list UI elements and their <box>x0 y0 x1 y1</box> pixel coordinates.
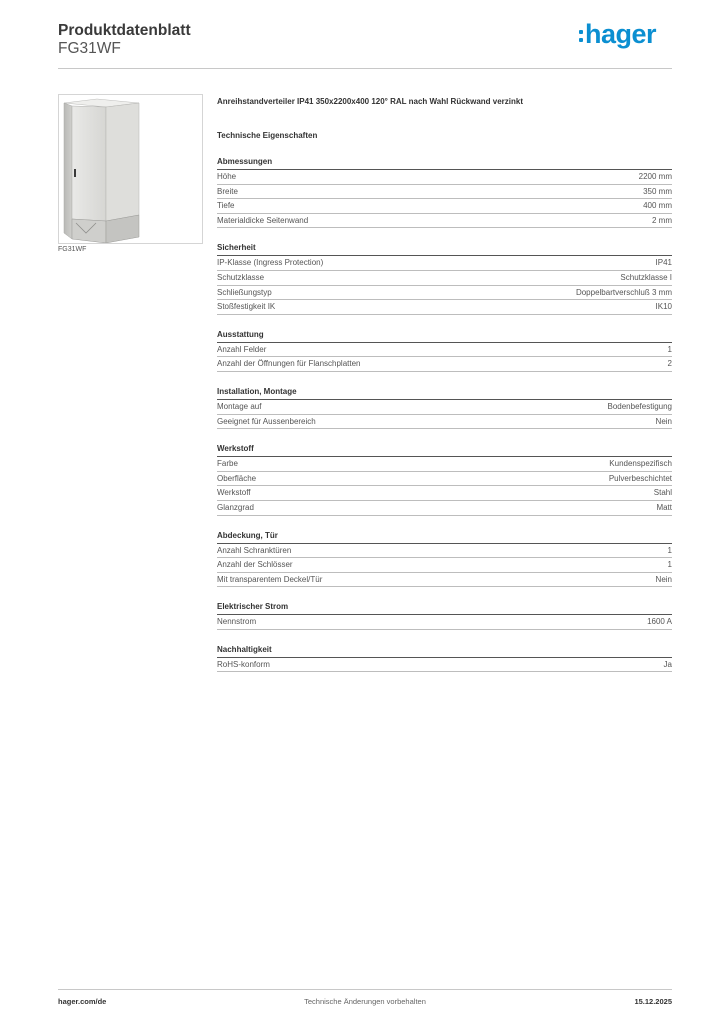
spec-value: 2 mm <box>652 215 672 225</box>
spec-label: Mit transparentem Deckel/Tür <box>217 574 323 584</box>
section-title: Nachhaltigkeit <box>217 644 672 658</box>
spec-value: Bodenbefestigung <box>607 401 672 411</box>
spec-section <box>217 386 672 429</box>
spec-content <box>217 96 672 672</box>
spec-value: 2200 mm <box>638 172 672 181</box>
spec-row <box>217 472 672 487</box>
section-title: Werkstoff <box>217 443 672 457</box>
spec-section <box>217 601 672 630</box>
section-title: Ausstattung <box>217 329 672 343</box>
spec-section <box>217 644 672 673</box>
spec-label: Montage auf <box>217 401 262 411</box>
spec-section <box>217 242 672 314</box>
spec-row <box>217 343 672 358</box>
spec-row <box>217 658 672 673</box>
spec-label: Stoßfestigkeit IK <box>217 302 276 312</box>
footer-date: 15.12.2025 <box>634 997 672 1006</box>
spec-sections <box>217 156 672 672</box>
spec-label: Geeignet für Aussenbereich <box>217 416 316 426</box>
tech-title: Technische Eigenschaften <box>217 131 318 140</box>
spec-value: 350 mm <box>643 186 672 196</box>
spec-label: Materialdicke Seitenwand <box>217 215 309 225</box>
spec-row <box>217 501 672 516</box>
spec-value: Schutzklasse I <box>620 272 672 282</box>
spec-row <box>217 573 672 588</box>
spec-value: 1 <box>667 560 672 570</box>
spec-value: Matt <box>656 502 672 512</box>
section-title: Elektrischer Strom <box>217 601 672 615</box>
spec-row <box>217 199 672 214</box>
spec-section <box>217 329 672 372</box>
spec-value: 400 mm <box>643 201 672 211</box>
spec-value: Nein <box>655 574 672 584</box>
spec-value: 2 <box>667 359 672 369</box>
spec-row <box>217 271 672 286</box>
spec-value: Kundenspezifisch <box>609 459 672 469</box>
spec-label: Schließungstyp <box>217 287 272 297</box>
spec-value: Nein <box>655 416 672 426</box>
page-header <box>58 20 672 68</box>
header-divider <box>58 68 672 69</box>
spec-row <box>217 615 672 630</box>
spec-row <box>217 457 672 472</box>
spec-label: Schutzklasse <box>217 272 265 282</box>
image-caption: FG31WF <box>58 246 87 253</box>
spec-value: 1 <box>667 545 672 555</box>
spec-label: Farbe <box>217 459 238 469</box>
spec-row <box>217 170 672 185</box>
spec-row <box>217 486 672 501</box>
spec-label: Breite <box>217 186 238 196</box>
cabinet-image <box>59 95 202 243</box>
spec-row <box>217 415 672 430</box>
spec-row <box>217 544 672 559</box>
spec-section <box>217 530 672 588</box>
spec-value: IK10 <box>655 302 672 312</box>
product-description: Anreihstandverteiler IP41 350x2200x400 120° RAL nach Wahl Rückwand verzinkt <box>217 97 524 106</box>
spec-section <box>217 156 672 228</box>
spec-row <box>217 214 672 229</box>
spec-row <box>217 400 672 415</box>
spec-row <box>217 185 672 200</box>
spec-value: Stahl <box>653 488 672 498</box>
spec-row <box>217 286 672 301</box>
spec-value: IP41 <box>655 258 672 268</box>
spec-value: 1 <box>667 344 672 354</box>
spec-label: IP-Klasse (Ingress Protection) <box>217 258 324 268</box>
section-title: Abmessungen <box>217 156 672 170</box>
section-title: Installation, Montage <box>217 386 672 400</box>
spec-label: Anzahl der Schlösser <box>217 560 293 570</box>
logo-text: hager <box>584 19 656 49</box>
logo-dots-icon <box>579 30 583 42</box>
spec-label: Anzahl Schranktüren <box>217 545 292 555</box>
footer-notice: Technische Änderungen vorbehalten <box>304 997 426 1006</box>
spec-label: Anzahl der Öffnungen für Flanschplatten <box>217 359 361 369</box>
footer-divider <box>58 989 672 990</box>
spec-value: Ja <box>663 659 672 669</box>
spec-value: Doppelbartverschluß 3 mm <box>575 287 672 297</box>
spec-label: Oberfläche <box>217 473 257 483</box>
spec-row <box>217 300 672 315</box>
section-title: Sicherheit <box>217 242 672 256</box>
footer-website[interactable]: hager.com/de <box>58 997 107 1006</box>
spec-label: RoHS-konform <box>217 659 270 669</box>
hager-logo <box>579 20 656 48</box>
spec-row <box>217 558 672 573</box>
spec-label: Werkstoff <box>217 488 251 498</box>
product-image <box>58 94 203 244</box>
spec-row <box>217 256 672 271</box>
spec-value: Pulverbeschichtet <box>608 473 672 483</box>
spec-value: 1600 A <box>647 617 672 627</box>
page-title: Produktdatenblatt <box>58 22 191 39</box>
spec-label: Anzahl Felder <box>217 344 267 354</box>
section-title: Abdeckung, Tür <box>217 530 672 544</box>
spec-label: Glanzgrad <box>217 502 254 512</box>
spec-label: Nennstrom <box>217 617 257 627</box>
spec-label: Höhe <box>217 172 237 181</box>
product-code: FG31WF <box>58 40 121 57</box>
spec-row <box>217 357 672 372</box>
spec-label: Tiefe <box>217 201 235 211</box>
spec-section <box>217 443 672 515</box>
